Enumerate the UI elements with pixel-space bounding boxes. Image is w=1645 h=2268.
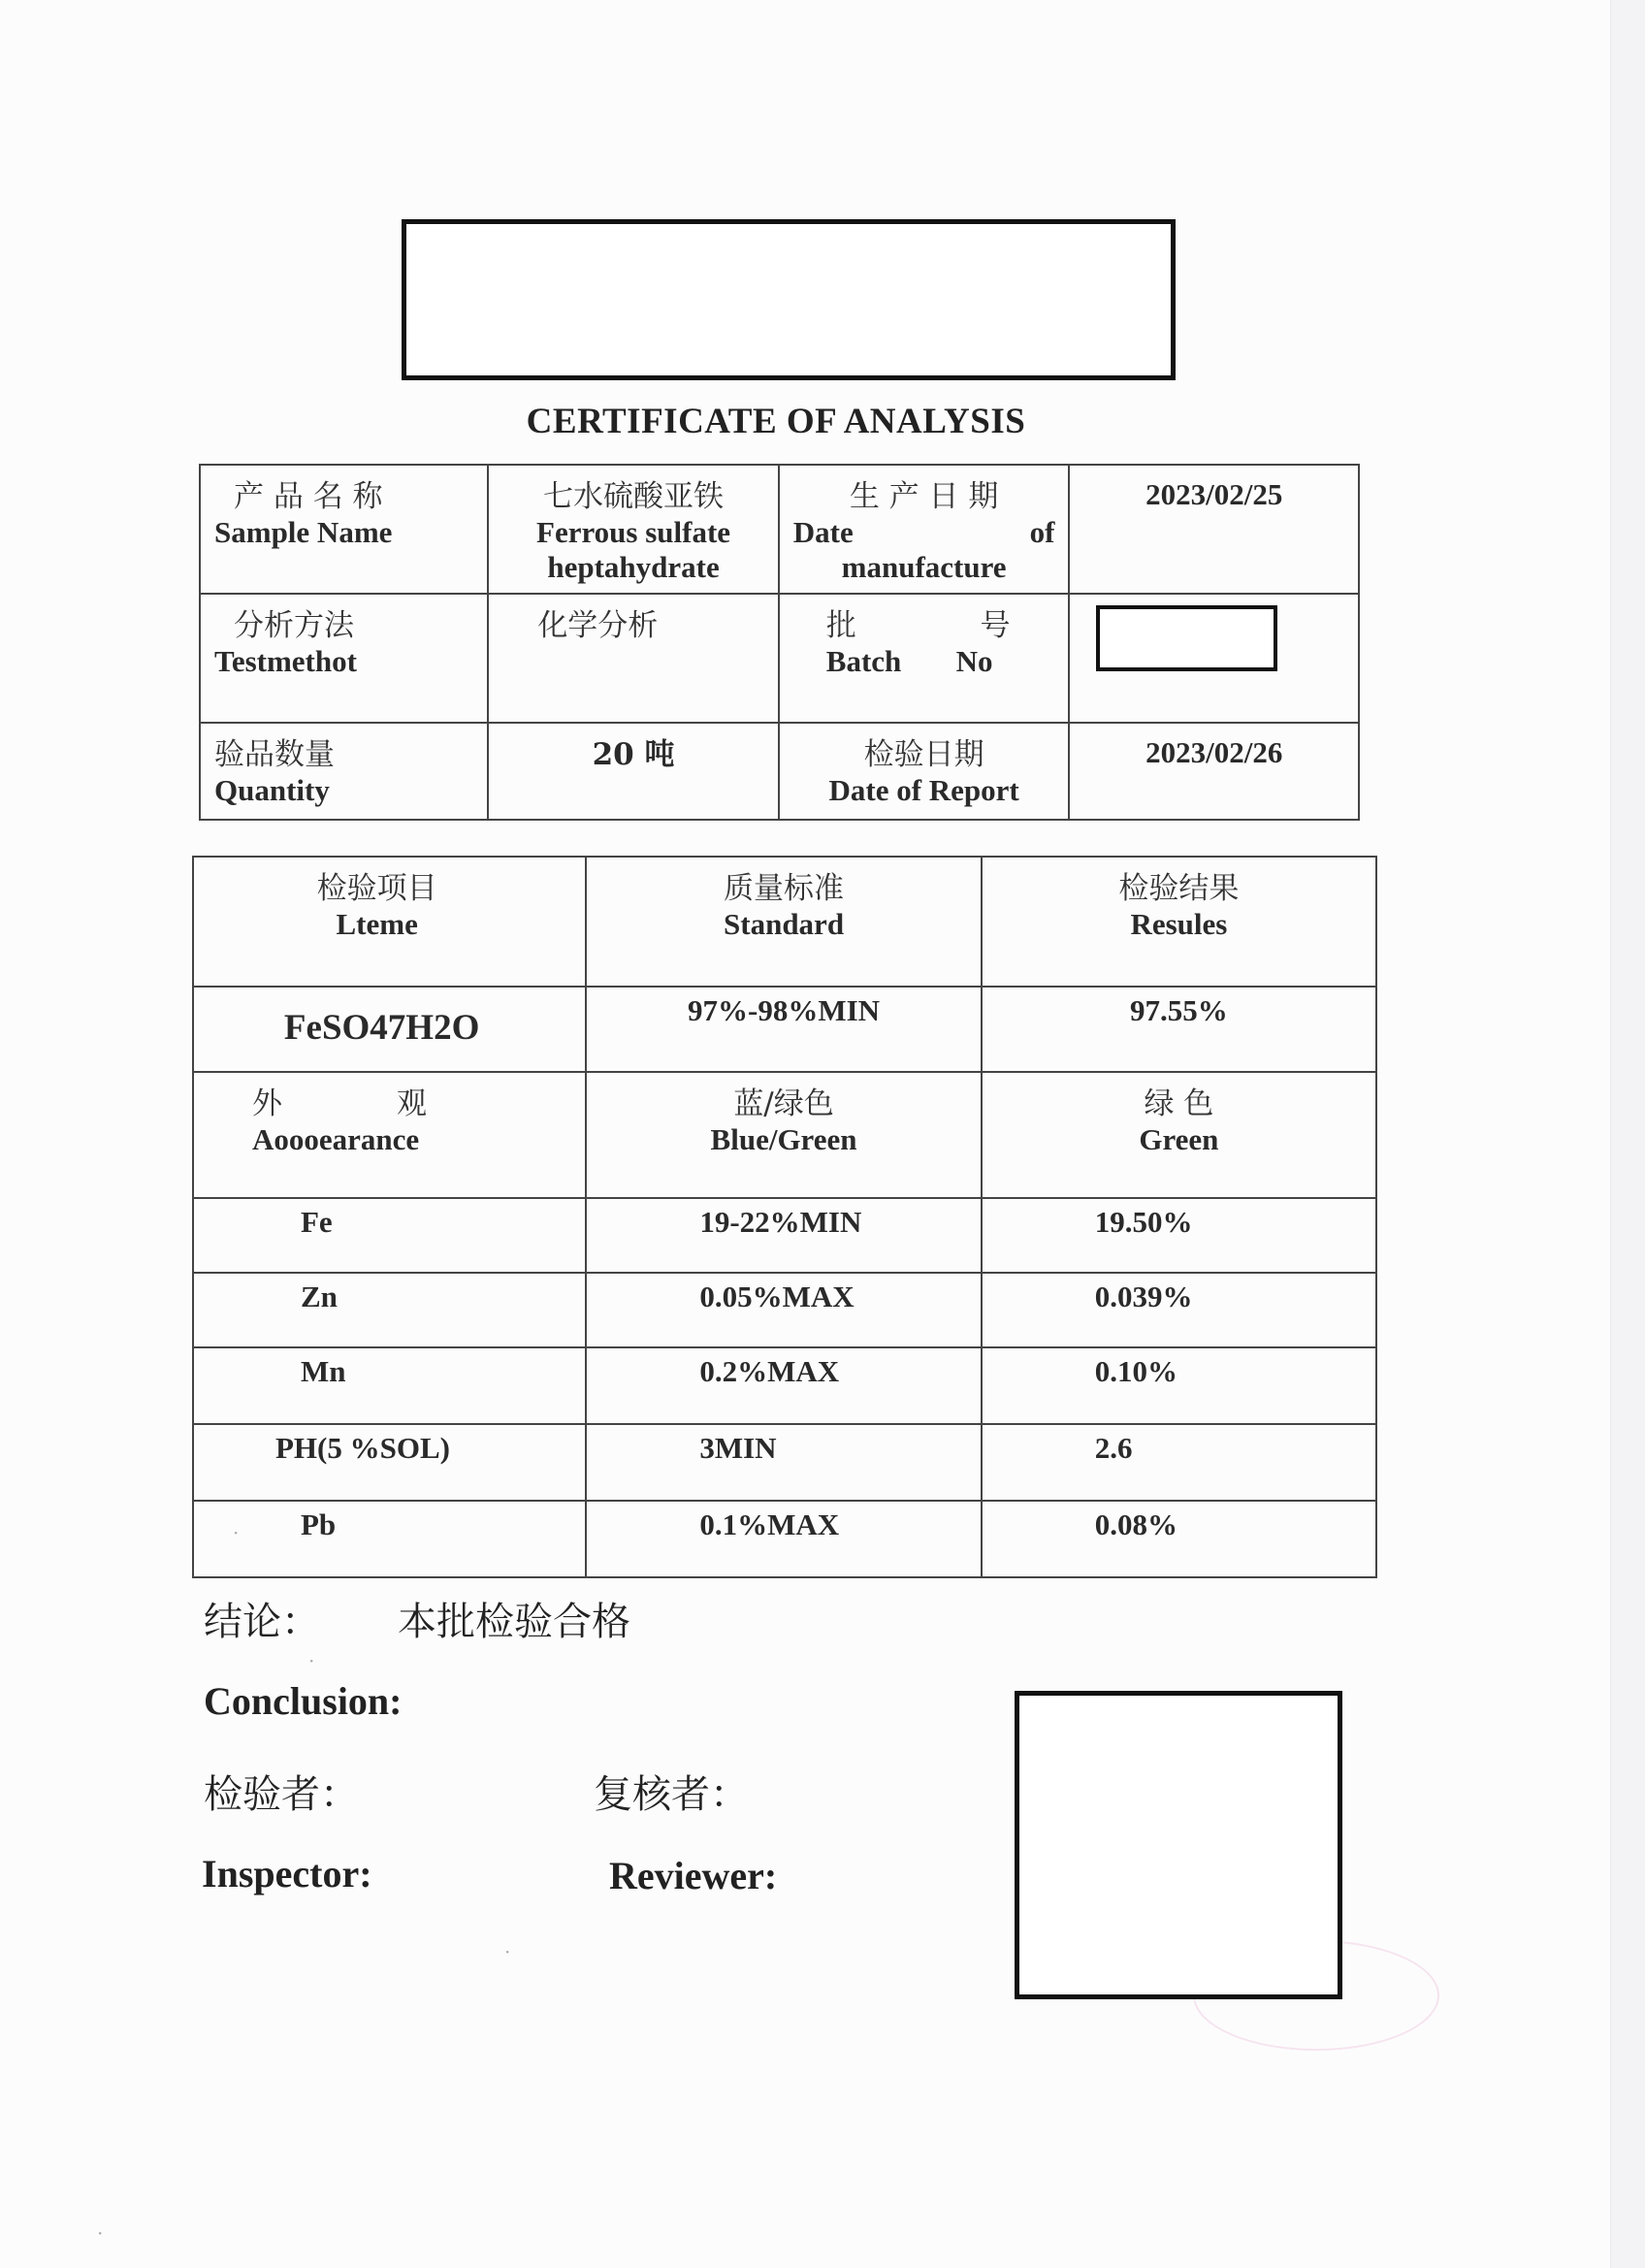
header-standard-cell — [586, 857, 981, 987]
item-cell — [193, 1347, 586, 1424]
quantity-value: 20 吨 — [592, 737, 675, 772]
item-appearance-zh-2: 观 — [397, 1086, 427, 1121]
inspector-label-en: Inspector: — [202, 1852, 372, 1895]
info-table — [199, 464, 1360, 821]
manufacture-label-en-2: manufacture — [841, 550, 1007, 584]
result-fe: 19.50% — [1094, 1205, 1193, 1239]
reviewer-label-zh: 复核者： — [594, 1772, 749, 1817]
batch-label-en-2: No — [955, 644, 993, 678]
quantity-label-zh: 验品数量 — [214, 737, 335, 772]
table-row — [193, 1501, 1376, 1577]
header-result-zh: 检验结果 — [1118, 871, 1240, 906]
result-cell — [982, 1072, 1376, 1198]
header-standard-zh: 质量标准 — [724, 871, 845, 906]
report-value-cell — [1069, 723, 1359, 820]
result-cell — [982, 1273, 1376, 1347]
item-zn: Zn — [301, 1280, 338, 1313]
header-standard-en: Standard — [724, 907, 845, 941]
conclusion-value: 本批检验合格 — [398, 1600, 630, 1644]
standard-pb: 0.1%MAX — [699, 1507, 840, 1541]
standard-ph: 3MIN — [699, 1431, 777, 1465]
item-cell — [193, 1198, 586, 1273]
result-feso4: 97.55% — [1130, 993, 1228, 1027]
manufacture-date: 2023/02/25 — [1145, 477, 1283, 511]
results-table — [192, 856, 1377, 1578]
result-pb: 0.08% — [1094, 1507, 1178, 1541]
method-label-zh: 分析方法 — [234, 608, 354, 643]
result-cell — [982, 1347, 1376, 1424]
manufacture-label-of: of — [1029, 515, 1055, 549]
standard-zn: 0.05%MAX — [699, 1280, 855, 1313]
manufacture-value-cell — [1069, 465, 1359, 594]
results-header-row — [193, 857, 1376, 987]
table-row — [193, 1072, 1376, 1198]
result-cell — [982, 987, 1376, 1072]
batch-label-cell — [779, 594, 1070, 723]
conclusion-label-zh: 结论： — [204, 1600, 320, 1644]
report-label-cell — [779, 723, 1070, 820]
table-row — [193, 987, 1376, 1072]
sample-name-label-en: Sample Name — [214, 515, 393, 549]
item-pb: Pb — [301, 1507, 337, 1541]
reviewer-label-en: Reviewer: — [609, 1854, 778, 1897]
result-cell — [982, 1198, 1376, 1273]
manufacture-label-zh: 生 产 日 期 — [849, 479, 999, 514]
quantity-label-cell — [200, 723, 488, 820]
report-label-zh: 检验日期 — [863, 737, 984, 772]
redacted-logo-box — [402, 219, 1176, 380]
standard-mn: 0.2%MAX — [699, 1354, 840, 1388]
header-result-cell — [982, 857, 1376, 987]
batch-label-zh-1: 批 — [825, 608, 856, 643]
method-value-zh: 化学分析 — [537, 608, 659, 643]
header-item-zh: 检验项目 — [316, 871, 437, 906]
item-cell — [193, 1273, 586, 1347]
sample-name-label-zh: 产 品 名 称 — [234, 479, 383, 514]
item-cell — [193, 987, 586, 1072]
item-appearance-en: Aoooearance — [252, 1122, 420, 1156]
item-cell — [193, 1424, 586, 1501]
item-fe: Fe — [301, 1205, 333, 1239]
table-row — [193, 1198, 1376, 1273]
conclusion-label-en: Conclusion: — [204, 1679, 403, 1723]
standard-cell — [586, 1501, 981, 1577]
report-date: 2023/02/26 — [1145, 735, 1283, 769]
sample-name-value-en-2: heptahydrate — [547, 550, 720, 584]
standard-fe: 19-22%MIN — [699, 1205, 862, 1239]
header-result-en: Resules — [1130, 907, 1228, 941]
item-feso4: FeSO47H2O — [283, 1008, 480, 1048]
redacted-seal-box — [1015, 1691, 1342, 1999]
manufacture-label-cell — [779, 465, 1070, 594]
scan-speck: · — [308, 1649, 315, 1672]
scan-speck: · — [233, 1521, 240, 1544]
item-cell — [193, 1501, 586, 1577]
result-mn: 0.10% — [1094, 1354, 1178, 1388]
table-row — [193, 1424, 1376, 1501]
sample-name-label-cell — [200, 465, 488, 594]
result-ph: 2.6 — [1094, 1431, 1133, 1465]
scan-speck: · — [97, 2221, 104, 2245]
header-item-en: Lteme — [336, 907, 418, 941]
batch-label-en-1: Batch — [825, 644, 902, 678]
result-cell — [982, 1501, 1376, 1577]
result-zn: 0.039% — [1094, 1280, 1193, 1313]
batch-value-cell — [1069, 594, 1359, 723]
standard-cell — [586, 987, 981, 1072]
item-ph: PH(5 %SOL) — [275, 1431, 450, 1465]
redacted-batch-number — [1096, 605, 1277, 671]
item-mn: Mn — [301, 1354, 346, 1388]
manufacture-label-en: Date — [792, 515, 854, 549]
standard-cell — [586, 1273, 981, 1347]
quantity-label-en: Quantity — [214, 773, 330, 807]
table-row — [193, 1347, 1376, 1424]
sample-name-value-en: Ferrous sulfate — [536, 515, 731, 549]
result-appearance-en: Green — [1139, 1122, 1219, 1156]
result-appearance-zh: 绿 色 — [1144, 1086, 1214, 1121]
item-appearance-zh-1: 外 — [252, 1086, 282, 1121]
standard-cell — [586, 1347, 981, 1424]
standard-feso4: 97%-98%MIN — [688, 993, 881, 1027]
document-title: CERTIFICATE OF ANALYSIS — [526, 402, 1026, 441]
result-cell — [982, 1424, 1376, 1501]
standard-cell — [586, 1424, 981, 1501]
standard-cell — [586, 1072, 981, 1198]
scan-speck: · — [504, 1940, 511, 1963]
method-label-cell — [200, 594, 488, 723]
method-label-en: Testmethot — [214, 644, 357, 678]
table-row — [193, 1273, 1376, 1347]
sample-name-value-cell — [488, 465, 778, 594]
quantity-value-cell — [488, 723, 778, 820]
header-item-cell — [193, 857, 586, 987]
batch-label-zh-2: 号 — [980, 608, 1011, 643]
item-cell — [193, 1072, 586, 1198]
method-value-cell — [488, 594, 778, 723]
page-edge — [1610, 0, 1645, 2268]
report-label-en: Date of Report — [828, 773, 1019, 807]
standard-appearance-zh: 蓝/绿色 — [733, 1086, 834, 1121]
inspector-label-zh: 检验者： — [204, 1772, 359, 1817]
sample-name-value-zh: 七水硫酸亚铁 — [543, 479, 725, 514]
standard-appearance-en: Blue/Green — [710, 1122, 857, 1156]
standard-cell — [586, 1198, 981, 1273]
